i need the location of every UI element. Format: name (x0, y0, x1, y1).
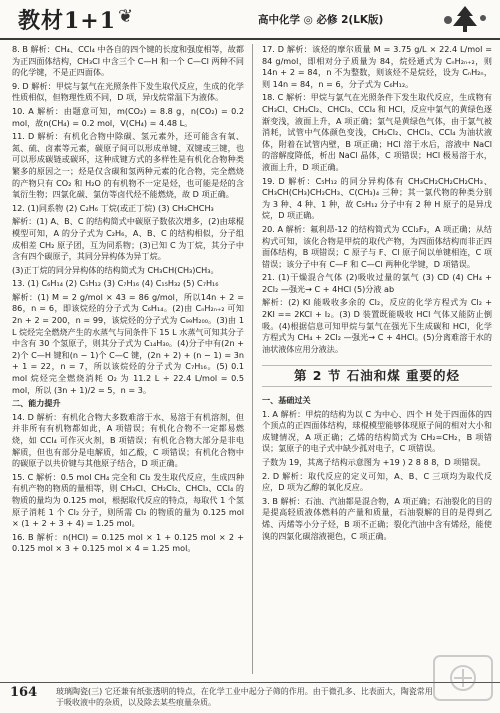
book-brand-title: 教材1+1 (18, 8, 117, 34)
answer-paragraph: 11. D 解析：有机化合物中除碳、氢元素外，还可能含有氧、氮、硫、卤素等元素，碳原子间可以形成单键、双键或三键，也可以形成碳链或碳环，这种成键方式的多样性是有机化合物种类繁多的原因之一；烃是仅含碳和氢两种元素的化合物，完全燃烧的产物只有 CO₂ 和 H₂O 的有机物不一定是烃，也可能是烃的含氧衍生物；四氯化碳、氯仿等卤代烃不能燃烧，故 D 项正确。 (12, 131, 244, 200)
leaf-icon: ❦ (118, 6, 134, 27)
answer-paragraph: 15. C 解析：0.5 mol CH₄ 完全和 Cl₂ 发生取代反应，生成四种有机产物的物质的量相等，则 CH₃Cl、CH₂Cl₂、CHCl₃、CCl₄ 的物质的量均为 0.125 mol，根据取代反应的特点，每取代 1 个氢原子消耗 1 个 Cl₂ 分子，则所需 Cl₂ 的物质的量为 0.125 mol × (1 + 2 + 3 + 4) = 1.25 mol。 (12, 471, 244, 529)
answer-paragraph: 1. A 解析：甲烷的结构为以 C 为中心、四个 H 处于四面体的四个顶点的正四面体结构，球棍模型能够体现原子间的相对大小和成键情况，A 项正确；乙烯的结构简式为 CH₂=CH₂，B 项错误；氯原子的电子式中缺少孤对电子，C 项错误。 (262, 408, 492, 454)
answer-paragraph: 21. (1)干燥混合气体 (2)吸收过量的氯气 (3) CD (4) CH₄ + 2Cl₂ —强光→ C + 4HCl (5)分液 ab (262, 272, 492, 294)
answer-paragraph: 16. B 解析：n(HCl) = 0.125 mol × 1 + 0.125 mol × 2 + 0.125 mol × 3 + 0.125 mol × 4 = 1.25 mol。 (12, 531, 244, 554)
answer-paragraph: 9. D 解析：甲烷与氯气在光照条件下发生取代反应，生成的化学性质相似，但物理性质不同，D 项，异戊烷常温下为液体。 (12, 80, 244, 103)
answer-paragraph: 子数为 19，其离子结构示意图为 +19 ) 2 8 8 8，D 项错误。 (262, 457, 486, 467)
tree-logo-icon (440, 4, 490, 34)
footer-note: 玻璃陶瓷(三) 它还兼有纸张透明的特点，在化学工业中起分子筛的作用。由于微孔多、比表面大，陶瓷常用于吸收液中的杂质，以及除去某些痕量杂质。 (56, 687, 433, 707)
column-divider (252, 44, 253, 674)
left-column (12, 44, 244, 557)
right-column (262, 44, 492, 544)
answer-paragraph: 17. D 解析：该烃的摩尔质量 M = 3.75 g/L × 22.4 L/mol = 84 g/mol，即相对分子质量为 84，烷烃通式为 CₙH₂ₙ₊₂，则 14n + 2 = 84，n 不为整数，则该烃不是烷烃，设为 CₙH₂ₙ，则 14n = 84，n = 6，分子式为 C₆H₁₂。 (262, 44, 492, 89)
answer-paragraph: 2. D 解析：取代反应的定义可知，A、B、C 三项均为取代反应，D 项为乙醇的氧化反应。 (262, 470, 492, 493)
page-header (0, 0, 500, 40)
answer-paragraph: 20. A 解析：氟利昂-12 的结构简式为 CCl₂F₂，A 项正确；从结构式可知，该化合物是甲烷的取代产物，为四面体结构而非正四面体结构，B 项错误；C 原子与 F、Cl 原子间以单键相连，C 项错误；该分子中有 C—F 和 C—Cl 两种化学键，D 项错误。 (262, 223, 492, 269)
answer-paragraph: (3)正丁烷的同分异构体的结构简式为 CH₃CH(CH₃)CH₃。 (12, 264, 219, 275)
page-footer (0, 682, 500, 713)
answer-paragraph: 14. D 解析：有机化合物大多数难溶于水、易溶于有机溶剂，但并非所有有机物都如此，A 项错误；有机化合物不一定都易燃烧，如 CCl₄ 可作灭火剂，B 项错误；有机化合物大部分是非电解质，但也有部分是电解质，如乙酸，C 项错误；有机化合物中的碳原子以共价键与其他原子结合，D 项正确。 (12, 411, 244, 469)
answer-paragraph: 13. (1) C₆H₁₄ (2) C₅H₁₂ (3) C₇H₁₆ (4) C₁₅H₃₂ (5) C₇H₁₆ (12, 278, 219, 289)
answer-paragraph: 10. A 解析：由题意可知，m(CO₂) = 8.8 g，n(CO₂) = 0.2 mol，故n(CH₄) = 0.2 mol，V(CH₄) = 4.48 L。 (12, 105, 244, 128)
subsection-heading: 二、能力提升 (12, 398, 61, 409)
watermark-stamp-icon (430, 650, 496, 708)
answer-paragraph: 解析：(1) M = 2 g/mol × 43 = 86 g/mol，所以14n + 2 = 86，n = 6，即该烷烃的分子式为 C₆H₁₄。(2)由 CₙH₂ₙ₊₂ 可知 2n + 2 = 200，n = 99，该烷烃的分子式为 C₉₉H₂₀₀。(3)由 1 L 烷烃完全燃烧产生的水蒸气与同条件下 15 L 水蒸气可知其分子中含有 30 个氢原子，则其分子式为 C₁₄H₃₀。(4)分子中有(2n + 2)个 C—H 键和(n − 1)个 C—C 键，(2n + 2) + (n − 1) = 3n + 1 = 22，n = 7，所以该烷烃的分子式为 C₇H₁₆。(5) 0.1 mol 烷烃完全燃烧消耗 O₂ 为 11.2 L ÷ 22.4 L/mol = 0.5 mol，所以 (3n + 1)/2 = 5，n = 3。 (12, 291, 244, 395)
answer-paragraph: 8. B 解析：CH₄、CCl₄ 中各自的四个键的长度和强度相等，故都为正四面体结构，CH₃Cl 中含三个 C—H 和一个 C—Cl 两种不同的化学键，不是正四面体。 (12, 44, 244, 78)
answer-paragraph: 3. B 解析：石油、汽油都是混合物，A 项正确；石油裂化的目的是提高轻质液体燃料的产量和质量，石油裂解的目的是得到乙烯、丙烯等小分子烃，B 项不正确；裂化汽油中含有烯烃，能使溴的四氯化碳溶液褪色，C 项正确。 (262, 495, 492, 541)
answer-paragraph: 解析：(2) KI 能吸收多余的 Cl₂，反应的化学方程式为 Cl₂ + 2KI == 2KCl + I₂。(3) D 装置既能吸收 HCl 气体又能防止倒吸。(4)根据信息可知甲烷与氯气在强光下生成碳和 HCl，化学方程式为 CH₄ + 2Cl₂ —强光→ C + 4HCl。(5)分离难溶于水的油状液体应用分液法。 (262, 297, 492, 354)
section-heading: 第 2 节 石油和煤 重要的烃 (262, 365, 492, 387)
book-series-label: 高中化学 ◎ 必修 2(LK版) (258, 14, 384, 26)
answer-paragraph: 解析：(1) A、B、C 的结构简式中碳原子数依次增多，(2)由球棍模型可知，A 的分子式为 C₂H₆，A、B、C 的结构相似，分子组成相差 CH₂ 原子团，互为同系物；(3)已知 C 为丁烷，其分子中含有四个碳原子，其同分异构体为异丁烷。 (12, 216, 244, 262)
answer-paragraph: 18. C 解析：甲烷与氯气在光照条件下发生取代反应，生成物有 CH₃Cl、CH₂Cl₂、CHCl₃、CCl₄ 和 HCl，反应中氯气的黄绿色逐渐变浅，液面上升，A 项正确；氯气是黄绿色气体，由于氯气被消耗，试管中气体颜色变浅，CH₂Cl₂、CHCl₃、CCl₄ 为油状液体，附着在试管内壁，B 项正确；HCl 溶于水后，溶液中 NaCl 的溶解度降低，析出 NaCl 晶体，C 项错误；HCl 极易溶于水，液面上升，D 项正确。 (262, 92, 492, 172)
subsection-heading: 一、基础过关 (262, 395, 311, 406)
page-number: 164 (10, 685, 38, 700)
answer-paragraph: 12. (1)同系物 (2) C₂H₆ 丁烷(或正丁烷) (3) CH₃CHCH₃ (12, 202, 214, 213)
answer-paragraph: 19. D 解析：C₅H₁₂ 的同分异构体有 CH₃CH₂CH₂CH₂CH₃、CH₃CH(CH₃)CH₂CH₃、C(CH₃)₄ 三种；其一氯代物的种类分别为 3 种、4 种、1 种，故 C₅H₁₂ 分子中有 2 种 H 原子的是异戊烷，D 项正确。 (262, 175, 492, 221)
